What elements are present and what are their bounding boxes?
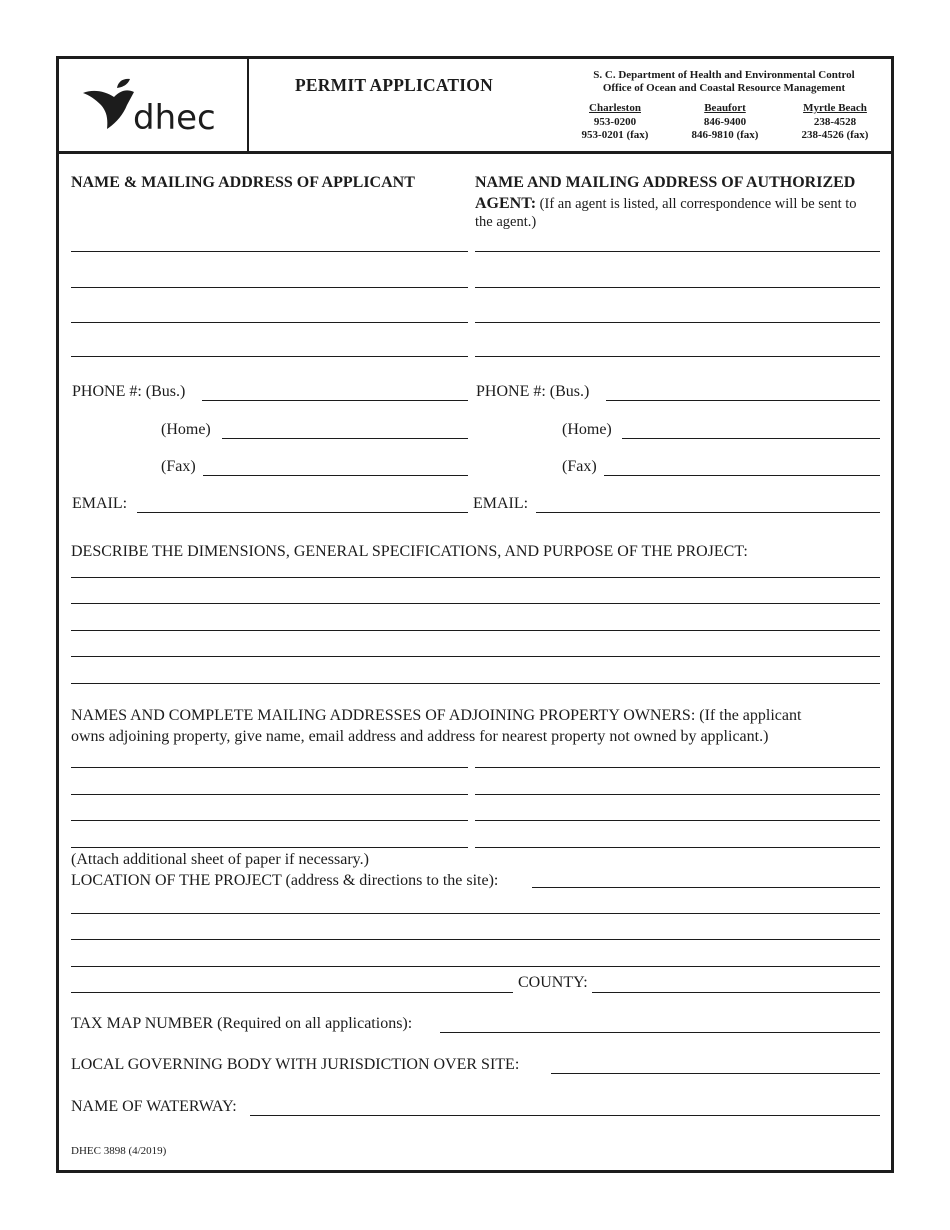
office-phone: 238-4528 <box>813 115 857 128</box>
agent-phone-fax-field[interactable] <box>604 475 880 476</box>
form-title: PERMIT APPLICATION <box>295 75 493 95</box>
header-rule <box>59 151 891 154</box>
project-location-line-4[interactable] <box>71 966 880 967</box>
county-label: COUNTY: <box>518 974 588 991</box>
agent-email-field[interactable] <box>536 512 880 513</box>
applicant-phone-home-field[interactable] <box>222 438 468 439</box>
agent-heading-2: AGENT: <box>475 195 537 212</box>
applicant-email-field[interactable] <box>137 512 468 513</box>
project-description-line-1[interactable] <box>71 577 880 578</box>
applicant-email-label: EMAIL: <box>72 495 128 512</box>
governing-body-label: LOCAL GOVERNING BODY WITH JURISDICTION OVER SITE: <box>71 1056 520 1073</box>
agent-note-line2: the agent.) <box>475 214 537 230</box>
agent-phone-bus-field[interactable] <box>606 400 880 401</box>
office-charleston <box>565 102 665 143</box>
agent-phone-bus-label: PHONE #: (Bus.) <box>476 383 590 400</box>
office-fax: 953-0201 (fax) <box>581 129 649 141</box>
applicant-phone-bus-label: PHONE #: (Bus.) <box>72 383 186 400</box>
agency-name: S. C. Department of Health and Environmental Control <box>593 69 855 81</box>
project-location-line-2[interactable] <box>71 913 880 914</box>
tax-map-label: TAX MAP NUMBER (Required on all applications): <box>71 1015 413 1032</box>
office-myrtle-beach <box>785 102 885 143</box>
office-fax: 238-4526 (fax) <box>801 129 869 141</box>
agent-address-line-3[interactable] <box>475 322 880 323</box>
agent-email-label: EMAIL: <box>473 495 529 512</box>
svg-text:dhec: dhec <box>133 98 216 137</box>
office-fax: 846-9810 (fax) <box>691 129 759 141</box>
adjoining-owner-right-line-1[interactable] <box>475 767 880 768</box>
dhec-logo-icon <box>81 77 231 137</box>
adjoining-owner-left-line-1[interactable] <box>71 767 468 768</box>
office-name: Beaufort <box>704 102 746 114</box>
agent-phone-home-field[interactable] <box>622 438 880 439</box>
agent-phone-fax-label: (Fax) <box>562 458 597 475</box>
header-divider <box>247 59 249 153</box>
project-location-field[interactable] <box>532 887 880 888</box>
agent-address-line-1[interactable] <box>475 251 880 252</box>
project-location-line-3[interactable] <box>71 939 880 940</box>
project-description-line-2[interactable] <box>71 603 880 604</box>
attach-sheet-note: (Attach additional sheet of paper if necessary.) <box>71 851 369 868</box>
applicant-address-line-4[interactable] <box>71 356 468 357</box>
project-description-label: DESCRIBE THE DIMENSIONS, GENERAL SPECIFICATIONS, AND PURPOSE OF THE PROJECT: <box>71 543 748 560</box>
applicant-address-line-2[interactable] <box>71 287 468 288</box>
dhec-logo <box>81 77 231 137</box>
adjoining-owners-note: owns adjoining property, give name, email address and address for nearest property not owned by applicant.) <box>71 728 769 745</box>
waterway-field[interactable] <box>250 1115 880 1116</box>
adjoining-owner-right-line-3[interactable] <box>475 820 880 821</box>
office-phone: 953-0200 <box>593 115 637 128</box>
agent-address-line-4[interactable] <box>475 356 880 357</box>
office-phone: 846-9400 <box>703 115 747 128</box>
project-location-label: LOCATION OF THE PROJECT (address & directions to the site): <box>71 872 499 889</box>
tax-map-field[interactable] <box>440 1032 880 1033</box>
applicant-phone-fax-field[interactable] <box>203 475 468 476</box>
adjoining-owner-left-line-2[interactable] <box>71 794 468 795</box>
office-contacts <box>565 102 885 143</box>
governing-body-field[interactable] <box>551 1073 880 1074</box>
project-description-line-5[interactable] <box>71 683 880 684</box>
adjoining-owners-label: NAMES AND COMPLETE MAILING ADDRESSES OF ADJOINING PROPERTY OWNERS: (If the applicant <box>71 707 802 724</box>
agent-heading: NAME AND MAILING ADDRESS OF AUTHORIZED <box>475 174 856 191</box>
office-beaufort <box>675 102 775 143</box>
adjoining-owner-right-line-4[interactable] <box>475 847 880 848</box>
applicant-phone-bus-field[interactable] <box>202 400 468 401</box>
applicant-phone-fax-label: (Fax) <box>161 458 196 475</box>
office-name: Charleston <box>589 102 641 114</box>
agent-address-line-2[interactable] <box>475 287 880 288</box>
applicant-phone-home-label: (Home) <box>161 421 211 438</box>
agent-phone-home-label: (Home) <box>562 421 612 438</box>
project-description-line-4[interactable] <box>71 656 880 657</box>
adjoining-owner-right-line-2[interactable] <box>475 794 880 795</box>
form-number: DHEC 3898 (4/2019) <box>71 1145 167 1157</box>
adjoining-owner-left-line-4[interactable] <box>71 847 468 848</box>
adjoining-owner-left-line-3[interactable] <box>71 820 468 821</box>
agent-note-text: (If an agent is listed, all correspondence will be sent to <box>539 196 857 212</box>
office-name: Myrtle Beach <box>803 102 867 114</box>
applicant-address-line-1[interactable] <box>71 251 468 252</box>
project-location-line-5[interactable] <box>71 992 513 993</box>
project-description-line-3[interactable] <box>71 630 880 631</box>
county-field[interactable] <box>592 992 880 993</box>
applicant-address-line-3[interactable] <box>71 322 468 323</box>
agency-block <box>559 69 889 95</box>
agent-note <box>475 194 857 214</box>
agency-office: Office of Ocean and Coastal Resource Management <box>602 82 846 94</box>
applicant-heading: NAME & MAILING ADDRESS OF APPLICANT <box>71 174 415 191</box>
waterway-label: NAME OF WATERWAY: <box>71 1098 237 1115</box>
